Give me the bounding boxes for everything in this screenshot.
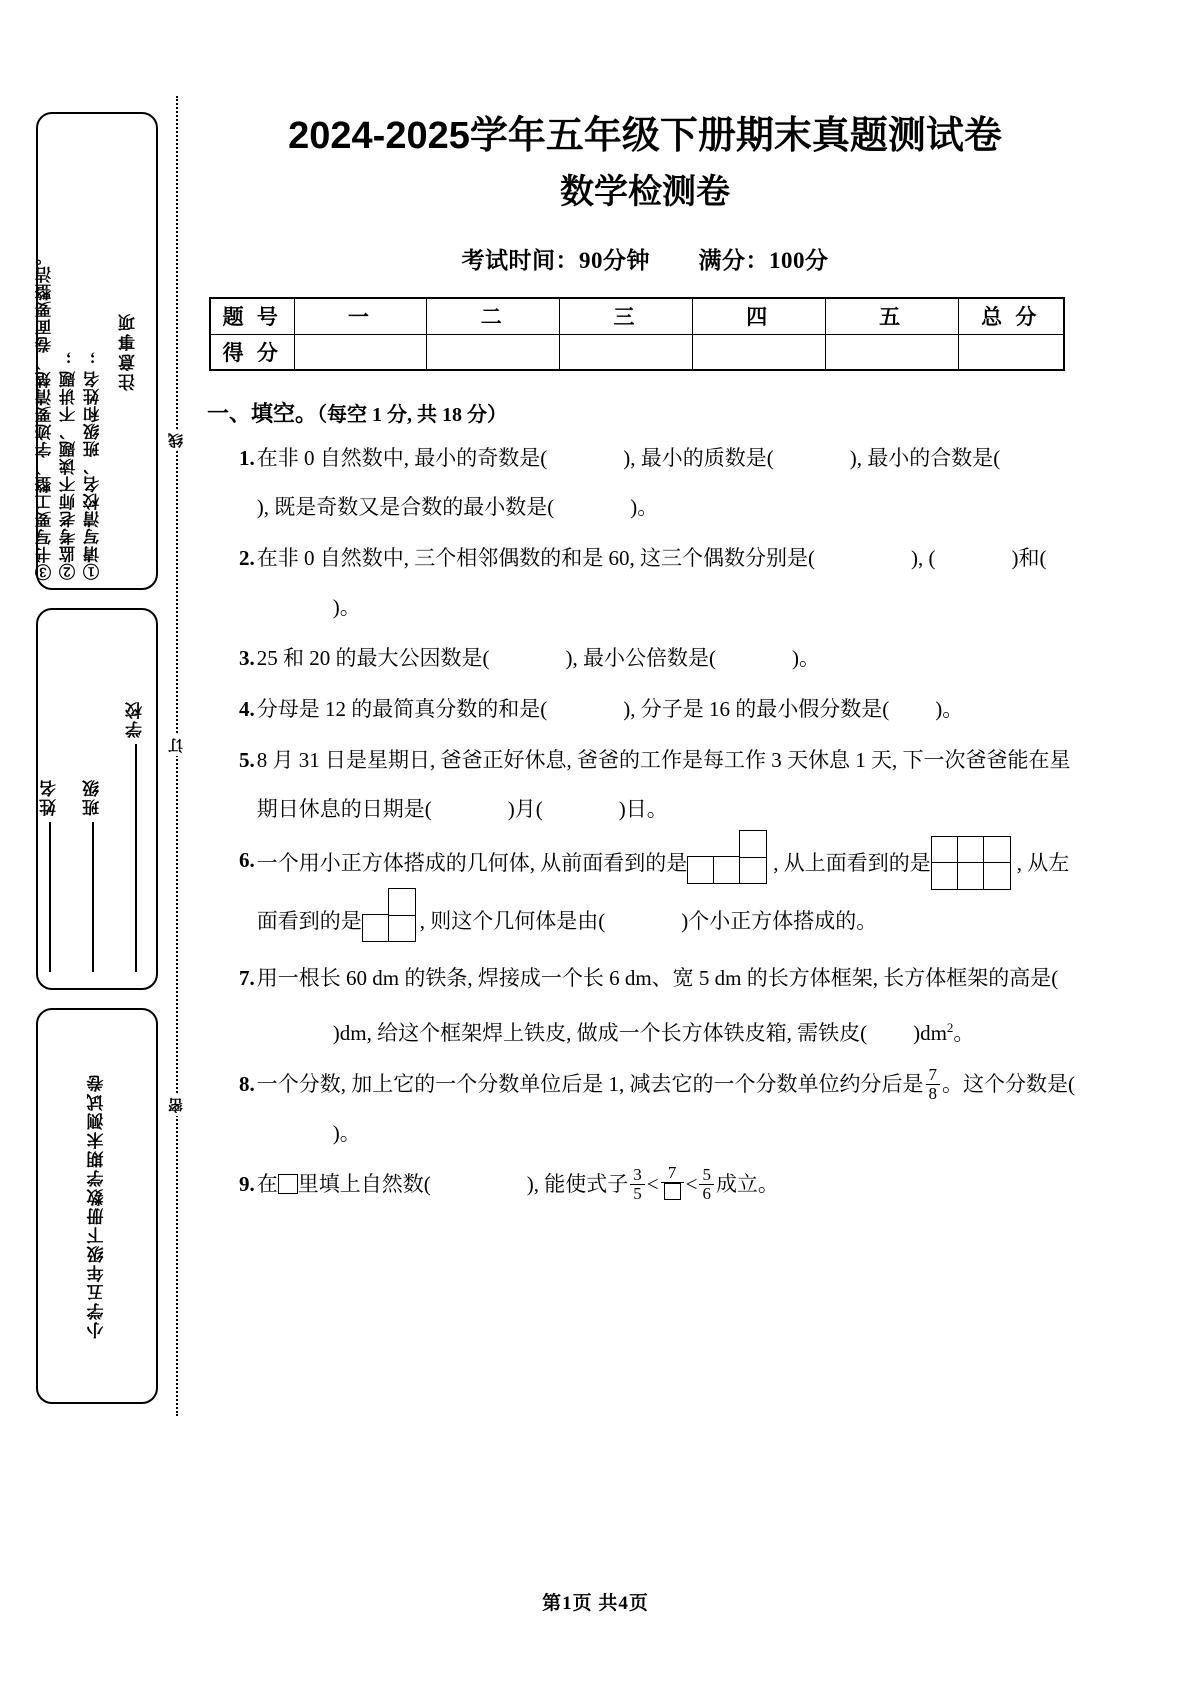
question-7 [205,954,1085,1058]
seal-mark-seal: 密 [166,1095,188,1116]
top-cell-4 [931,862,959,890]
notice-item-1: ①请写清校名、班级和姓名; [83,350,102,580]
question-2-number: 2. [239,546,255,570]
q8-part-2: 。这个分数是( [942,1072,1075,1096]
q1-part-3: ), 最小的合数是( [849,446,1001,470]
q9-frac1-denominator: 5 [630,1184,645,1203]
question-5 [205,736,1085,834]
q9-part-3: ), 能使式子 [526,1172,629,1196]
q6-part-3: , 从左面看到的是 [256,850,1070,933]
question-1-number: 1. [239,446,255,470]
seal-dashed-line [176,96,178,1416]
question-2 [205,534,1085,632]
q2-part-2: ), ( [911,546,936,570]
exam-duration: 考试时间：90分钟 [461,248,650,273]
question-9 [205,1160,1085,1209]
q9-frac2-numerator: 7 [667,1163,677,1183]
q8-part-3: )。 [332,1121,361,1145]
seal-mark-bind: 订 [166,735,188,756]
notice-item-3: ③书写要工整、字迹要清楚、卷面要整洁。 [35,247,54,580]
q4-part-2: ), 分子是 16 的最小假分数是( [623,697,890,721]
exam-paper-main [205,96,1085,1211]
q1-part-4: ), 既是奇数又是合数的最小数是( [256,495,555,519]
q8-fraction-denominator: 8 [926,1084,941,1103]
section-heading-fill-blank [207,397,1085,428]
question-9-number: 9. [239,1172,255,1196]
question-1-body [257,434,1085,532]
q6-part-2: , 从上面看到的是 [773,850,931,875]
front-cell-2 [713,856,741,884]
paper-vertical-title-box [36,1008,158,1404]
field-class[interactable] [80,778,105,972]
front-view-shape [687,828,773,886]
question-9-body [257,1160,1085,1209]
left-cell-1 [362,914,390,942]
score-table [209,297,1065,371]
field-name[interactable] [37,778,62,972]
field-class-label: 班级 [83,778,102,816]
question-3-body [257,634,1085,683]
page-subtitle: 数学检测卷 [560,173,730,211]
notice-item-list [35,122,104,580]
score-table-col-3: 三 [560,298,693,334]
top-cell-6 [983,862,1011,890]
q9-frac3-denominator: 6 [699,1184,714,1203]
page-footer: 第1页 共4页 [542,1593,649,1614]
front-cell-3 [739,856,767,884]
q6-part-5: )个小正方体搭成的。 [681,908,878,933]
q1-part-1: 在非 0 自然数中, 最小的奇数是( [256,446,548,470]
q9-frac3-numerator: 5 [702,1164,711,1184]
q9-part-5: < [685,1172,698,1196]
score-cell-2[interactable] [427,334,560,370]
score-table-row-numbers [210,298,1064,334]
question-3-number: 3. [239,646,255,670]
q6-part-4: , 则这个几何体是由( [419,908,606,933]
question-8 [205,1060,1085,1158]
student-info-box [36,608,158,990]
score-table-col-1: 一 [294,298,427,334]
front-cell-1 [687,856,715,884]
question-4-number: 4. [239,697,255,721]
question-5-body [257,736,1085,834]
q9-part-2: 里填上自然数( [297,1172,431,1196]
q9-part-1: 在 [256,1172,278,1196]
score-table-col-2: 二 [427,298,560,334]
section-title: 一、填空。 [207,401,318,426]
q8-fraction [926,1066,941,1103]
question-7-body [257,954,1085,1058]
question-6 [205,836,1085,952]
question-4 [205,685,1085,734]
score-table-col-total: 总 分 [958,298,1064,334]
seal-mark-line: 线 [166,430,188,451]
q5-part-1: 8 月 31 日是星期日, 爸爸正好休息, 爸爸的工作是每工作 3 天休息 1 天, 下一次爸爸能在星期日休息的日期是( [256,748,1071,821]
notice-label-text: 注意事项 [118,311,138,391]
q2-part-1: 在非 0 自然数中, 三个相邻偶数的和是 60, 这三个偶数分别是( [256,546,815,570]
score-cell-1[interactable] [294,334,427,370]
score-table-col-4: 四 [692,298,825,334]
q3-part-2: ), 最小公倍数是( [565,646,716,670]
q7-part-4: 。 [953,1021,975,1045]
page-title: 2024-2025学年五年级下册期末真题测试卷 [288,115,1002,157]
field-school-rule [135,744,137,972]
score-cell-5[interactable] [825,334,958,370]
top-cell-5 [957,862,985,890]
left-view-shape [362,886,420,944]
question-6-number: 6. [239,848,255,872]
notice-box [36,112,158,590]
exam-meta [205,242,1085,275]
left-cell-2 [388,914,416,942]
q2-part-3: )和( [1011,546,1047,570]
q7-unit-superscript: 2 [946,1020,954,1035]
q9-part-6: 成立。 [715,1172,779,1196]
q3-part-3: )。 [792,646,820,670]
q8-part-1: 一个分数, 加上它的一个分数单位后是 1, 减去它的一个分数单位约分后是 [256,1072,924,1096]
score-table-row-scores [210,334,1064,370]
question-4-body [257,685,1085,734]
score-table-label-number: 题 号 [210,298,294,334]
left-sidebar [36,112,164,1404]
q6-part-1: 一个用小正方体搭成的几何体, 从前面看到的是 [256,850,688,875]
q1-part-5: )。 [630,495,659,519]
score-cell-4[interactable] [692,334,825,370]
top-view-shape [931,834,1017,892]
q9-frac2-box-icon [664,1183,681,1200]
field-name-rule [49,822,51,972]
section-points: （每空 1 分, 共 18 分） [317,404,508,426]
field-class-rule [92,822,94,972]
top-cell-1 [931,836,959,864]
q9-fraction-3 [699,1166,714,1203]
exam-full-score: 满分：100分 [698,248,829,273]
q5-part-2: )月( [507,797,543,821]
question-6-body [257,836,1085,952]
student-info-fields [40,620,148,972]
q9-frac2-denominator-box[interactable] [661,1182,684,1204]
question-8-number: 8. [239,1072,255,1096]
q7-part-3: )dm [913,1021,947,1045]
paper-vertical-title: 小学五年级下册数学期末测试卷 [87,1073,107,1339]
notice-box-label [106,311,150,391]
top-cell-2 [957,836,985,864]
q1-part-2: ), 最小的质数是( [623,446,774,470]
q3-part-1: 25 和 20 的最大公因数是( [256,646,490,670]
left-cell-3 [388,888,416,916]
score-cell-total[interactable] [958,334,1064,370]
field-school-label: 学校 [126,700,145,738]
question-8-body [257,1060,1085,1158]
notice-item-2: ②监考老师不读题、不讲题; [59,350,78,580]
q9-answer-box-icon[interactable] [278,1174,298,1194]
question-5-number: 5. [239,748,255,772]
q4-part-3: )。 [935,697,964,721]
q5-part-3: )日。 [618,797,668,821]
front-cell-4 [739,830,767,858]
question-3 [205,634,1085,683]
score-table-label-score: 得 分 [210,334,294,370]
question-7-number: 7. [239,966,255,990]
q9-fraction-2 [661,1164,684,1204]
q9-fraction-1 [630,1166,645,1203]
score-table-col-5: 五 [825,298,958,334]
q7-part-2: )dm, 给这个框架焊上铁皮, 做成一个长方体铁皮箱, 需铁皮( [332,1021,868,1045]
top-cell-3 [983,836,1011,864]
q7-part-1: 用一根长 60 dm 的铁条, 焊接成一个长 6 dm、宽 5 dm 的长方体框架, 长方体框架的高是( [256,966,1059,990]
q2-part-4: )。 [332,595,361,619]
score-cell-3[interactable] [560,334,693,370]
field-name-label: 姓名 [40,778,59,816]
field-school[interactable] [123,700,148,972]
q9-part-4: < [646,1172,659,1196]
q8-fraction-numerator: 7 [928,1064,937,1084]
question-2-body [257,534,1085,632]
q9-frac1-numerator: 3 [633,1164,642,1184]
question-1 [205,434,1085,532]
q4-part-1: 分母是 12 的最简真分数的和是( [256,697,548,721]
